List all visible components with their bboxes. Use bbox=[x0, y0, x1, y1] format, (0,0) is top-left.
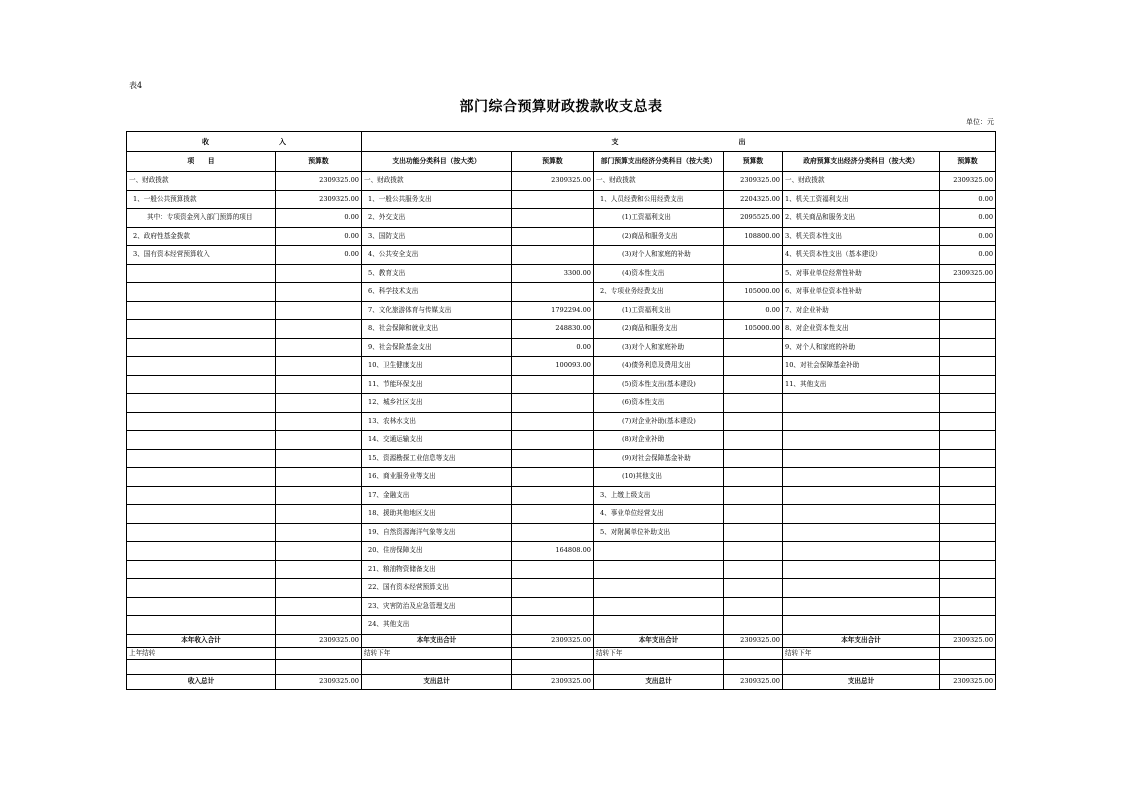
dept-value: 2309325.00 bbox=[724, 172, 783, 191]
income-item bbox=[127, 264, 276, 283]
func-item: 11、节能环保支出 bbox=[362, 375, 512, 394]
dept-item: (9)对社会保障基金补助 bbox=[594, 449, 724, 468]
gov-value bbox=[940, 597, 996, 616]
income-value bbox=[276, 505, 362, 524]
income-carry-value bbox=[276, 647, 362, 659]
dept-item: (10)其他支出 bbox=[594, 468, 724, 487]
func-item: 9、社会保险基金支出 bbox=[362, 338, 512, 357]
income-total-value: 2309325.00 bbox=[276, 634, 362, 647]
dept-item: (5)资本性支出(基本建设) bbox=[594, 375, 724, 394]
dept-value bbox=[724, 412, 783, 431]
func-item: 1、一般公共服务支出 bbox=[362, 190, 512, 209]
dept-item: (8)对企业补助 bbox=[594, 431, 724, 450]
table-row bbox=[127, 468, 996, 487]
func-value bbox=[512, 431, 594, 450]
dept-grand-label: 支出总计 bbox=[594, 674, 724, 689]
dept-value bbox=[724, 468, 783, 487]
func-item: 22、国有资本经营预算支出 bbox=[362, 579, 512, 598]
income-item bbox=[127, 301, 276, 320]
func-value bbox=[512, 523, 594, 542]
gov-item bbox=[783, 468, 940, 487]
income-value bbox=[276, 283, 362, 302]
expense-header: 支 出 bbox=[362, 132, 996, 152]
dept-item: (7)对企业补助(基本建设) bbox=[594, 412, 724, 431]
gov-item: 11、其他支出 bbox=[783, 375, 940, 394]
dept-value: 105000.00 bbox=[724, 283, 783, 302]
table-row bbox=[127, 320, 996, 339]
gov-item bbox=[783, 505, 940, 524]
gov-value: 0.00 bbox=[940, 209, 996, 228]
table-row bbox=[127, 227, 996, 246]
table-row bbox=[127, 375, 996, 394]
income-value: 0.00 bbox=[276, 209, 362, 228]
dept-value bbox=[724, 375, 783, 394]
income-value bbox=[276, 375, 362, 394]
gov-value bbox=[940, 412, 996, 431]
table-row bbox=[127, 301, 996, 320]
dept-value: 0.00 bbox=[724, 301, 783, 320]
income-item bbox=[127, 616, 276, 635]
dept-value bbox=[724, 560, 783, 579]
gov-value bbox=[940, 375, 996, 394]
gov-value bbox=[940, 542, 996, 561]
dept-item bbox=[594, 542, 724, 561]
gov-value: 2309325.00 bbox=[940, 264, 996, 283]
income-value bbox=[276, 468, 362, 487]
income-grand-value: 2309325.00 bbox=[276, 674, 362, 689]
dept-value bbox=[724, 431, 783, 450]
gov-value bbox=[940, 486, 996, 505]
dept-item: 4、事业单位经营支出 bbox=[594, 505, 724, 524]
table-row bbox=[127, 412, 996, 431]
gov-item: 7、对企业补助 bbox=[783, 301, 940, 320]
gov-value: 0.00 bbox=[940, 227, 996, 246]
func-item: 5、教育支出 bbox=[362, 264, 512, 283]
dept-value bbox=[724, 394, 783, 413]
income-value bbox=[276, 338, 362, 357]
dept-value bbox=[724, 246, 783, 265]
gov-item bbox=[783, 523, 940, 542]
col-budget-header: 预算数 bbox=[512, 152, 594, 172]
func-item: 21、粮油物资储备支出 bbox=[362, 560, 512, 579]
func-item: 18、援助其他地区支出 bbox=[362, 505, 512, 524]
dept-item: (4)资本性支出 bbox=[594, 264, 724, 283]
income-item bbox=[127, 320, 276, 339]
dept-item: (2)商品和服务支出 bbox=[594, 320, 724, 339]
gov-value bbox=[940, 394, 996, 413]
func-value bbox=[512, 616, 594, 635]
gov-item: 6、对事业单位资本性补助 bbox=[783, 283, 940, 302]
func-value bbox=[512, 209, 594, 228]
func-item: 15、资源勘探工业信息等支出 bbox=[362, 449, 512, 468]
gov-item: 10、对社会保障基金补助 bbox=[783, 357, 940, 376]
dept-item: 5、对附属单位补助支出 bbox=[594, 523, 724, 542]
gov-item: 1、机关工资福利支出 bbox=[783, 190, 940, 209]
func-item: 2、外交支出 bbox=[362, 209, 512, 228]
income-item: 一、财政拨款 bbox=[127, 172, 276, 191]
func-value bbox=[512, 579, 594, 598]
gov-value bbox=[940, 320, 996, 339]
gov-item bbox=[783, 616, 940, 635]
table-row bbox=[127, 172, 996, 191]
gov-item: 2、机关商品和服务支出 bbox=[783, 209, 940, 228]
table-number: 表4 bbox=[129, 81, 143, 90]
func-item: 23、灾害防治及应急管理支出 bbox=[362, 597, 512, 616]
func-item: 20、住房保障支出 bbox=[362, 542, 512, 561]
gov-item: 一、财政拨款 bbox=[783, 172, 940, 191]
gov-value bbox=[940, 431, 996, 450]
gov-value bbox=[940, 505, 996, 524]
income-value bbox=[276, 579, 362, 598]
gov-value bbox=[940, 449, 996, 468]
income-item bbox=[127, 449, 276, 468]
func-value: 2309325.00 bbox=[512, 172, 594, 191]
gov-item: 4、机关资本性支出（基本建设） bbox=[783, 246, 940, 265]
header-row-1 bbox=[127, 132, 996, 152]
gov-item: 3、机关资本性支出 bbox=[783, 227, 940, 246]
func-value bbox=[512, 505, 594, 524]
func-carry-value bbox=[512, 647, 594, 659]
table-row bbox=[127, 579, 996, 598]
func-item: 8、社会保障和就业支出 bbox=[362, 320, 512, 339]
func-item: 17、金融支出 bbox=[362, 486, 512, 505]
grand-total-row bbox=[127, 674, 996, 689]
gov-item: 8、对企业资本性支出 bbox=[783, 320, 940, 339]
income-value bbox=[276, 301, 362, 320]
table-row bbox=[127, 560, 996, 579]
func-item: 6、科学技术支出 bbox=[362, 283, 512, 302]
col-item-header: 项 目 bbox=[127, 152, 276, 172]
income-item bbox=[127, 486, 276, 505]
unit-label: 单位：元 bbox=[966, 118, 994, 126]
gov-value bbox=[940, 560, 996, 579]
income-value bbox=[276, 320, 362, 339]
dept-value bbox=[724, 338, 783, 357]
func-value bbox=[512, 560, 594, 579]
gov-value: 0.00 bbox=[940, 246, 996, 265]
income-value: 0.00 bbox=[276, 227, 362, 246]
gov-value bbox=[940, 283, 996, 302]
gov-value bbox=[940, 523, 996, 542]
func-item: 一、财政拨款 bbox=[362, 172, 512, 191]
gov-item bbox=[783, 431, 940, 450]
header-row-2 bbox=[127, 152, 996, 172]
table-row bbox=[127, 523, 996, 542]
dept-item: (2)商品和服务支出 bbox=[594, 227, 724, 246]
gov-item bbox=[783, 449, 940, 468]
income-value: 2309325.00 bbox=[276, 172, 362, 191]
func-value bbox=[512, 597, 594, 616]
income-item: 其中：专项资金列入部门预算的项目 bbox=[127, 209, 276, 228]
table-row bbox=[127, 264, 996, 283]
gov-item bbox=[783, 560, 940, 579]
table-row bbox=[127, 505, 996, 524]
gov-grand-value: 2309325.00 bbox=[940, 674, 996, 689]
income-item: 2、政府性基金拨款 bbox=[127, 227, 276, 246]
col-gov-econ-header: 政府预算支出经济分类科目（按大类） bbox=[783, 152, 940, 172]
gov-value bbox=[940, 338, 996, 357]
gov-value bbox=[940, 357, 996, 376]
gov-value: 2309325.00 bbox=[940, 172, 996, 191]
income-value bbox=[276, 264, 362, 283]
func-grand-value: 2309325.00 bbox=[512, 674, 594, 689]
gov-value bbox=[940, 616, 996, 635]
dept-item: 3、上缴上级支出 bbox=[594, 486, 724, 505]
dept-item bbox=[594, 597, 724, 616]
table-row bbox=[127, 486, 996, 505]
dept-item: (4)债务利息及费用支出 bbox=[594, 357, 724, 376]
income-total-label: 本年收入合计 bbox=[127, 634, 276, 647]
income-item bbox=[127, 338, 276, 357]
dept-value bbox=[724, 616, 783, 635]
income-value bbox=[276, 523, 362, 542]
year-total-row bbox=[127, 634, 996, 647]
dept-item: (3)对个人和家庭补助 bbox=[594, 338, 724, 357]
gov-item bbox=[783, 579, 940, 598]
dept-value bbox=[724, 357, 783, 376]
gov-carry-value bbox=[940, 647, 996, 659]
income-value bbox=[276, 560, 362, 579]
gov-value: 0.00 bbox=[940, 190, 996, 209]
func-item: 19、自然资源海洋气象等支出 bbox=[362, 523, 512, 542]
dept-item: (1)工资福利支出 bbox=[594, 301, 724, 320]
income-value bbox=[276, 394, 362, 413]
income-item bbox=[127, 597, 276, 616]
income-item bbox=[127, 357, 276, 376]
dept-item: (6)资本性支出 bbox=[594, 394, 724, 413]
dept-grand-value: 2309325.00 bbox=[724, 674, 783, 689]
dept-total-label: 本年支出合计 bbox=[594, 634, 724, 647]
carry-row bbox=[127, 647, 996, 659]
func-value: 0.00 bbox=[512, 338, 594, 357]
income-grand-label: 收入总计 bbox=[127, 674, 276, 689]
gov-total-label: 本年支出合计 bbox=[783, 634, 940, 647]
income-value bbox=[276, 412, 362, 431]
func-item: 7、文化旅游体育与传媒支出 bbox=[362, 301, 512, 320]
func-value: 1792294.00 bbox=[512, 301, 594, 320]
gov-item bbox=[783, 412, 940, 431]
func-value: 3300.00 bbox=[512, 264, 594, 283]
gov-item: 9、对个人和家庭的补助 bbox=[783, 338, 940, 357]
table-row bbox=[127, 246, 996, 265]
dept-value bbox=[724, 264, 783, 283]
func-value bbox=[512, 227, 594, 246]
dept-value bbox=[724, 523, 783, 542]
budget-table bbox=[126, 131, 996, 690]
income-value bbox=[276, 597, 362, 616]
gov-item bbox=[783, 394, 940, 413]
gov-item bbox=[783, 597, 940, 616]
income-item bbox=[127, 431, 276, 450]
dept-carry-label: 结转下年 bbox=[594, 647, 724, 659]
table-row bbox=[127, 616, 996, 635]
func-item: 12、城乡社区支出 bbox=[362, 394, 512, 413]
func-carry-label: 结转下年 bbox=[362, 647, 512, 659]
income-item: 1、一般公共预算拨款 bbox=[127, 190, 276, 209]
dept-value bbox=[724, 542, 783, 561]
dept-value: 105000.00 bbox=[724, 320, 783, 339]
table-row bbox=[127, 431, 996, 450]
func-value bbox=[512, 412, 594, 431]
table-row bbox=[127, 597, 996, 616]
gov-item: 5、对事业单位经常性补助 bbox=[783, 264, 940, 283]
table-row bbox=[127, 542, 996, 561]
gov-total-value: 2309325.00 bbox=[940, 634, 996, 647]
col-budget-header: 预算数 bbox=[940, 152, 996, 172]
dept-value: 2204325.00 bbox=[724, 190, 783, 209]
func-item: 10、卫生健康支出 bbox=[362, 357, 512, 376]
col-budget-header: 预算数 bbox=[724, 152, 783, 172]
income-item bbox=[127, 283, 276, 302]
blank-row bbox=[127, 659, 996, 674]
dept-value bbox=[724, 486, 783, 505]
income-header: 收 入 bbox=[127, 132, 362, 152]
income-value bbox=[276, 542, 362, 561]
income-value bbox=[276, 486, 362, 505]
func-value bbox=[512, 283, 594, 302]
income-value bbox=[276, 449, 362, 468]
table-row bbox=[127, 209, 996, 228]
func-value: 248830.00 bbox=[512, 320, 594, 339]
table-row bbox=[127, 283, 996, 302]
dept-value bbox=[724, 449, 783, 468]
dept-value bbox=[724, 579, 783, 598]
gov-value bbox=[940, 468, 996, 487]
func-item: 3、国防支出 bbox=[362, 227, 512, 246]
income-item bbox=[127, 579, 276, 598]
func-value bbox=[512, 486, 594, 505]
dept-item: 一、财政拨款 bbox=[594, 172, 724, 191]
gov-value bbox=[940, 579, 996, 598]
col-dept-econ-header: 部门预算支出经济分类科目（按大类） bbox=[594, 152, 724, 172]
func-item: 24、其他支出 bbox=[362, 616, 512, 635]
income-value: 2309325.00 bbox=[276, 190, 362, 209]
dept-value: 2095525.00 bbox=[724, 209, 783, 228]
col-func-header: 支出功能分类科目（按大类） bbox=[362, 152, 512, 172]
func-grand-label: 支出总计 bbox=[362, 674, 512, 689]
income-value bbox=[276, 616, 362, 635]
page-title: 部门综合预算财政拨款收支总表 bbox=[459, 99, 663, 115]
gov-carry-label: 结转下年 bbox=[783, 647, 940, 659]
dept-item: 1、人员经费和公用经费支出 bbox=[594, 190, 724, 209]
dept-value: 108800.00 bbox=[724, 227, 783, 246]
gov-grand-label: 支出总计 bbox=[783, 674, 940, 689]
income-item: 3、国有资本经营预算收入 bbox=[127, 246, 276, 265]
func-value bbox=[512, 190, 594, 209]
income-item bbox=[127, 375, 276, 394]
income-item bbox=[127, 560, 276, 579]
table-row bbox=[127, 190, 996, 209]
func-total-label: 本年支出合计 bbox=[362, 634, 512, 647]
dept-carry-value bbox=[724, 647, 783, 659]
dept-item bbox=[594, 560, 724, 579]
income-item bbox=[127, 394, 276, 413]
dept-item bbox=[594, 616, 724, 635]
income-item bbox=[127, 412, 276, 431]
income-value: 0.00 bbox=[276, 246, 362, 265]
func-value: 100093.00 bbox=[512, 357, 594, 376]
func-value bbox=[512, 394, 594, 413]
income-item bbox=[127, 542, 276, 561]
func-total-value: 2309325.00 bbox=[512, 634, 594, 647]
gov-value bbox=[940, 301, 996, 320]
dept-item: 2、专项业务经费支出 bbox=[594, 283, 724, 302]
table-row bbox=[127, 394, 996, 413]
income-item bbox=[127, 505, 276, 524]
income-item bbox=[127, 468, 276, 487]
table-row bbox=[127, 357, 996, 376]
income-item bbox=[127, 523, 276, 542]
func-value bbox=[512, 246, 594, 265]
func-value: 164808.00 bbox=[512, 542, 594, 561]
table-row bbox=[127, 449, 996, 468]
dept-total-value: 2309325.00 bbox=[724, 634, 783, 647]
dept-value bbox=[724, 505, 783, 524]
dept-item: (3)对个人和家庭的补助 bbox=[594, 246, 724, 265]
dept-item: (1)工资福利支出 bbox=[594, 209, 724, 228]
dept-value bbox=[724, 597, 783, 616]
income-value bbox=[276, 357, 362, 376]
func-value bbox=[512, 449, 594, 468]
func-item: 16、商业服务业等支出 bbox=[362, 468, 512, 487]
func-value bbox=[512, 375, 594, 394]
table-row bbox=[127, 338, 996, 357]
gov-item bbox=[783, 486, 940, 505]
func-value bbox=[512, 468, 594, 487]
col-budget-header: 预算数 bbox=[276, 152, 362, 172]
func-item: 14、交通运输支出 bbox=[362, 431, 512, 450]
income-value bbox=[276, 431, 362, 450]
dept-item bbox=[594, 579, 724, 598]
func-item: 4、公共安全支出 bbox=[362, 246, 512, 265]
gov-item bbox=[783, 542, 940, 561]
func-item: 13、农林水支出 bbox=[362, 412, 512, 431]
income-carry-label: 上年结转 bbox=[127, 647, 276, 659]
